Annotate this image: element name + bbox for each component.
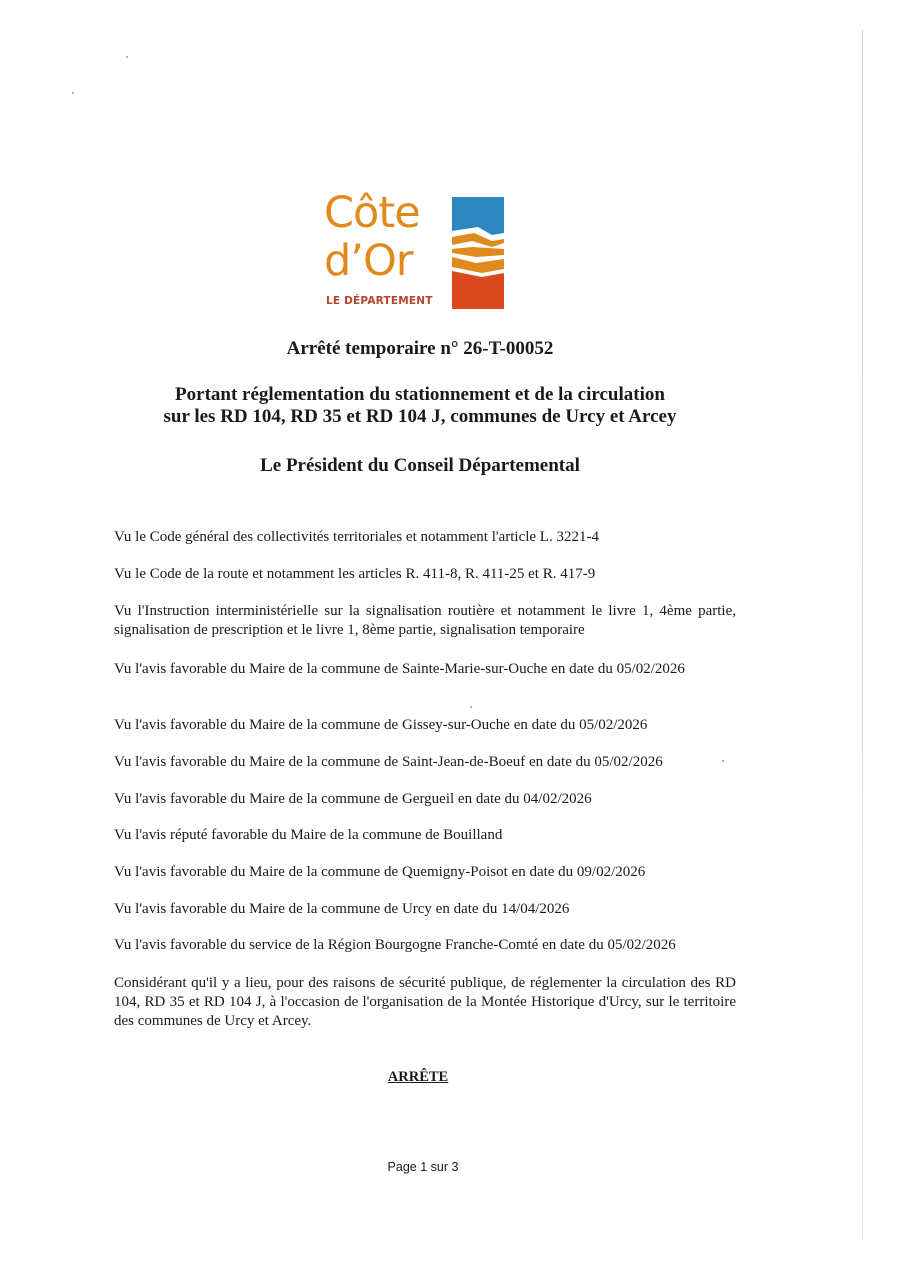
- department-logo: [320, 188, 510, 311]
- consideration-paragraph: Vu l'avis favorable du Maire de la commune de Gergueil en date du 04/02/2026: [114, 791, 592, 807]
- consideration-paragraph: Vu l'avis favorable du Maire de la commune de Sainte-Marie-sur-Ouche en date du 05/02/2026: [114, 661, 685, 677]
- scan-speck: [72, 92, 74, 94]
- page-number: Page 1 sur 3: [387, 1160, 459, 1174]
- logo-wordmark: [324, 189, 420, 285]
- considering-paragraph: Considérant qu'il y a lieu, pour des raisons de sécurité publique, de réglementer la circulation des RD 104, RD 35 et RD 104 J, à l'occasion de l'organisation de la Montée Historique d'Urcy, sur le territoire des communes de Urcy et Arcey.: [114, 975, 736, 1029]
- consideration-paragraph: Vu le Code général des collectivités territoriales et notamment l'article L. 3221-4: [114, 529, 599, 545]
- decree-subject-line-2: sur les RD 104, RD 35 et RD 104 J, communes de Urcy et Arcey: [163, 406, 677, 427]
- scan-edge: [862, 30, 863, 1240]
- logo-line-1: Côte: [324, 188, 420, 238]
- decree-subject-line-1: Portant réglementation du stationnement et de la circulation: [175, 384, 665, 405]
- scan-speck: [126, 56, 128, 58]
- consideration-paragraph: Vu l'Instruction interministérielle sur la signalisation routière et notamment le livre 1, 4ème partie, signalisation de prescription et le livre 1, 8ème partie, signalisation temporaire: [114, 603, 736, 638]
- logo-stripes-icon: [452, 197, 506, 309]
- consideration-paragraph: Vu l'avis favorable du Maire de la commune de Saint-Jean-de-Boeuf en date du 05/02/2026: [114, 754, 663, 770]
- decree-subject: [0, 384, 840, 428]
- logo-subtitle: LE DÉPARTEMENT: [326, 295, 433, 307]
- consideration-paragraph: Vu l'avis favorable du Maire de la commune de Quemigny-Poisot en date du 09/02/2026: [114, 864, 646, 880]
- decree-title: Arrêté temporaire n° 26-T-00052: [286, 338, 554, 359]
- scan-speck: [470, 706, 472, 708]
- consideration-paragraph: Vu l'avis réputé favorable du Maire de la commune de Bouilland: [114, 827, 503, 843]
- consideration-paragraph: Vu le Code de la route et notamment les articles R. 411-8, R. 411-25 et R. 417-9: [114, 566, 596, 582]
- consideration-paragraph: Vu l'avis favorable du Maire de la commune de Urcy en date du 14/04/2026: [114, 901, 570, 917]
- decision-heading: ARRÊTE: [387, 1069, 449, 1085]
- decree-authority: Le Président du Conseil Départemental: [260, 455, 580, 476]
- consideration-paragraph: Vu l'avis favorable du Maire de la commune de Gissey-sur-Ouche en date du 05/02/2026: [114, 717, 648, 733]
- consideration-paragraph: Vu l'avis favorable du service de la Région Bourgogne Franche-Comté en date du 05/02/2026: [114, 937, 676, 953]
- logo-line-2: d’Or: [324, 236, 413, 286]
